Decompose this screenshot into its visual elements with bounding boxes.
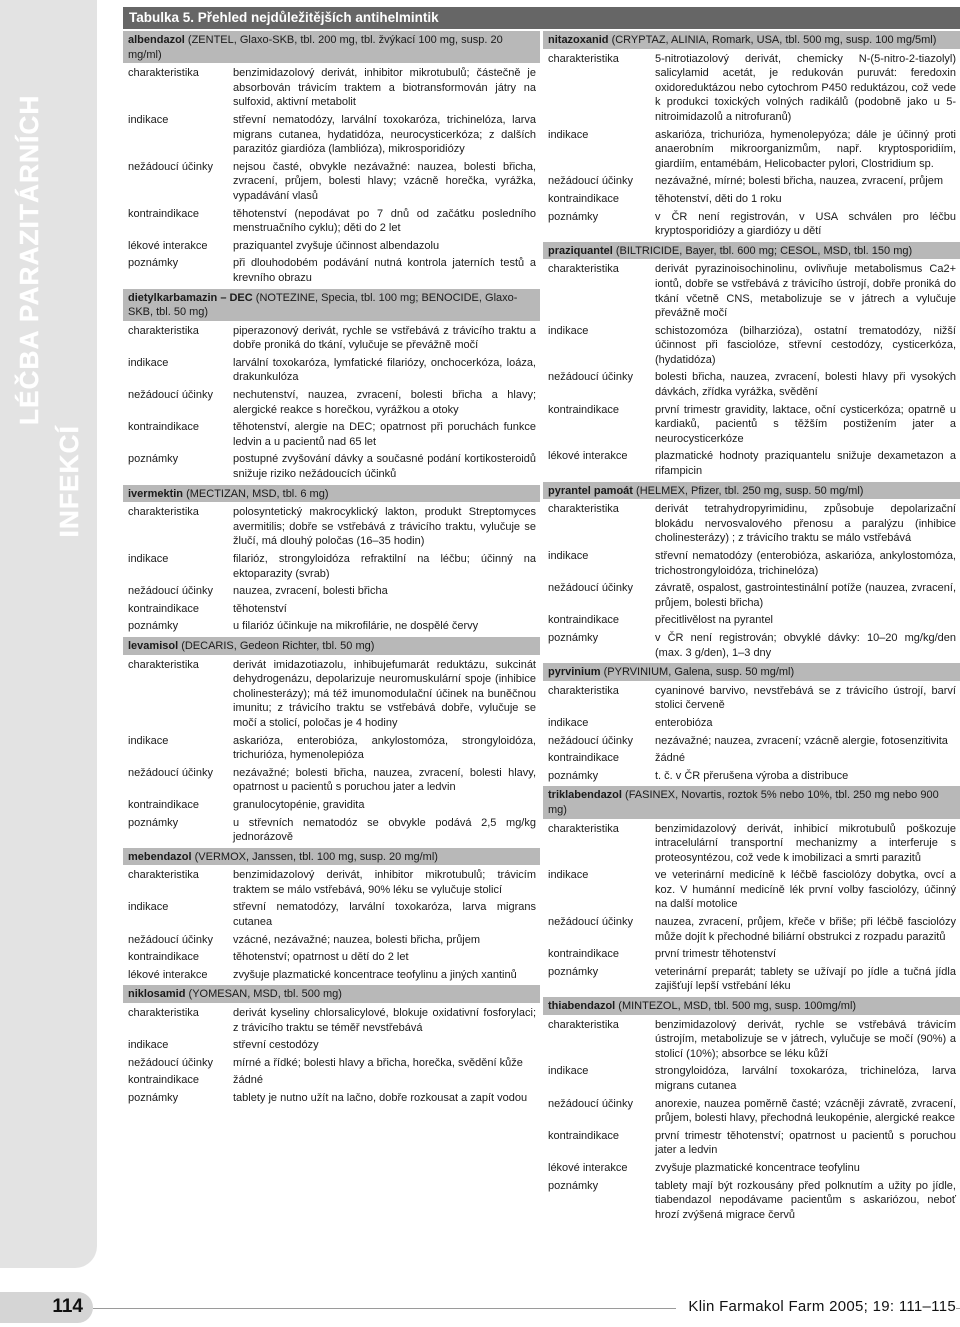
row-label: nežádoucí účinky — [128, 1056, 213, 1069]
section-title — [10, 27, 88, 538]
drug-name: praziquantel — [548, 244, 613, 257]
row-label: indikace — [128, 113, 169, 126]
row-value: u filarióz účinkuje na mikrofilárie, ne dospělé červy — [233, 620, 479, 633]
row-value: těhotenství (nepodávat po 7 dnů od začátku posledního menstruačního cyklu); děti do 2 let — [233, 207, 536, 235]
left-column — [123, 31, 540, 1109]
table-row — [543, 370, 960, 399]
row-label: nežádoucí účinky — [128, 933, 213, 946]
table-row — [123, 933, 540, 948]
row-value: ve veterinární medicíně k léčbě fasciolózy dobytka, ovcí a koz. V humánní medicíně lék první volby fasciolózy, účinný na další motolice — [655, 869, 956, 911]
table-row — [543, 174, 960, 189]
row-label: charakteristika — [128, 869, 199, 882]
drug-header — [123, 31, 540, 63]
row-value: žádné — [233, 1074, 263, 1087]
row-label: poznámky — [548, 769, 599, 782]
row-label: kontraindikace — [548, 403, 619, 416]
row-label: poznámky — [128, 816, 179, 829]
table-row — [123, 552, 540, 581]
row-value: bolesti břicha, nauzea, zvracení, bolesti hlavy při vysokých dávkách, zřídka vyrážka, svědění — [655, 371, 956, 399]
row-label: indikace — [128, 553, 169, 565]
row-value: schistozomóza (bilharzióza), ostatní trematodózy, nižší účinnost při fasciolóze, střevní cestodózy, cysticerkóza, (hydatidóza) — [655, 324, 956, 366]
row-label: kontraindikace — [548, 192, 619, 205]
drug-details: (MECTIZAN, MSD, tbl. 6 mg) — [183, 487, 329, 500]
row-value: mírné a řídké; bolesti hlavy a břicha, horečka, svědění kůže — [233, 1056, 523, 1069]
row-label: nežádoucí účinky — [548, 175, 633, 188]
drug-header — [543, 786, 960, 818]
table-row — [123, 1073, 540, 1088]
table-row — [123, 160, 540, 204]
row-value: piperazonový derivát, rychle se vstřebává z trávicího traktu a dobře proniká do tkání, vylučuje se převážně močí — [233, 324, 536, 352]
row-value: nejsou časté, obvykle nezávažné: nauzea, bolesti břicha, zvracení, průjem, bolesti hlavy; vzácně horečka, vyrážka, vypadávání vlasů — [233, 160, 536, 202]
drug-header — [543, 31, 960, 49]
row-label: indikace — [128, 1039, 169, 1052]
row-value: derivát tetrahydropyrimidinu, způsobuje depolarizační blokádu nervosvalového přenosu a paralýzu (inhibice cholinesterázy) ; z trávicího traktu se málo vstřebává — [655, 503, 956, 545]
drug-name: mebendazol — [128, 850, 192, 863]
drug-header — [543, 482, 960, 500]
row-label: charakteristika — [128, 324, 199, 337]
row-label: kontraindikace — [128, 798, 199, 811]
table-row — [543, 192, 960, 207]
table-row — [543, 769, 960, 784]
row-label: indikace — [548, 716, 589, 729]
row-value: zvyšuje plazmatické koncentrace teofylinu — [655, 1161, 860, 1174]
row-label: kontraindikace — [128, 207, 199, 220]
drug-details: (VERMOX, Janssen, tbl. 100 mg, susp. 20 mg/ml) — [191, 850, 438, 863]
table-row — [543, 1179, 960, 1223]
table-row — [543, 1018, 960, 1062]
row-label: nežádoucí účinky — [128, 585, 213, 598]
table-row — [543, 1129, 960, 1158]
row-label: kontraindikace — [128, 421, 199, 434]
table-row — [543, 751, 960, 766]
row-value: tablety je nutno užít na lačno, dobře rozkousat a zapít vodou — [233, 1092, 528, 1104]
table-row — [123, 584, 540, 599]
row-label: poznámky — [128, 257, 179, 270]
row-label: nežádoucí účinky — [548, 916, 633, 929]
row-label: lékové interakce — [548, 450, 628, 463]
row-label: indikace — [548, 1065, 589, 1078]
row-value: polosyntetický makrocyklický lakton, produkt Streptomyces avermitilis; dobře se vstřebává z trávicího traktu, vylučuje se žlučí, má dlouhý poločas (16–35 hodin) — [233, 506, 536, 548]
table-row — [123, 968, 540, 983]
page-number: 114 — [52, 1296, 83, 1317]
row-label: nežádoucí účinky — [128, 766, 213, 779]
table-row — [543, 684, 960, 713]
drug-details: (YOMESAN, MSD, tbl. 500 mg) — [185, 988, 342, 1001]
row-value: nechutenství, nauzea, zvracení, bolesti břicha a hlavy; alergické reakce s horečkou, vyrážkou a otoky — [233, 389, 536, 416]
drug-details: (MINTEZOL, MSD, tbl. 500 mg, susp. 100mg/ml) — [615, 1000, 857, 1013]
row-label: kontraindikace — [548, 1129, 619, 1142]
row-value: t. č. v ČR přerušena výroba a distribuce — [655, 769, 849, 782]
table-row — [123, 505, 540, 549]
page-number-pill — [0, 1292, 93, 1323]
row-label: charakteristika — [548, 1018, 619, 1031]
row-label: nežádoucí účinky — [548, 582, 633, 595]
row-value: benzimidazolový derivát, inhibitor mikrotubulů; částečně je absorbován trávicím traktem a biotransformován játry na sulfoxid, aktivní metabolit — [233, 67, 536, 109]
drug-details: (DECARIS, Gedeon Richter, tbl. 50 mg) — [178, 639, 375, 652]
row-label: indikace — [548, 550, 589, 562]
row-value: nezávažné; bolesti břicha, nauzea, zvracení, bolesti hlavy, opatrnost u pacientů s poruchou jater a ledvin — [233, 766, 536, 794]
row-value: nauzea, zvracení, bolesti břicha — [233, 585, 388, 598]
row-label: charakteristika — [128, 67, 199, 80]
section-title-line1: LÉČBA PARAZITÁRNÍCH — [14, 94, 44, 425]
table-row — [543, 1064, 960, 1093]
row-label: indikace — [128, 901, 169, 914]
table-row — [543, 502, 960, 546]
table-row — [123, 1056, 540, 1071]
table-row — [543, 52, 960, 125]
drug-name: ivermektin — [128, 487, 184, 500]
row-value: střevní nematodózy, larvální toxokaróza, larva migrans cutanea — [233, 901, 536, 929]
row-value: strongyloidóza, larvální toxokaróza, trichinelóza, larva migrans cutanea — [655, 1065, 956, 1092]
table-row — [543, 915, 960, 944]
row-label: lékové interakce — [128, 968, 208, 981]
row-label: poznámky — [548, 210, 599, 223]
row-label: kontraindikace — [128, 951, 199, 964]
table-row — [543, 549, 960, 578]
row-label: poznámky — [128, 453, 179, 466]
table-row — [543, 324, 960, 368]
drug-header — [123, 485, 540, 503]
drug-name: dietylkarbamazin – DEC — [128, 291, 253, 304]
row-label: indikace — [128, 356, 169, 369]
row-label: poznámky — [548, 965, 599, 978]
row-value: žádné — [655, 752, 685, 765]
row-value: při dlouhodobém podávání nutná kontrola jaterních testů a krevního obrazu — [233, 257, 536, 284]
table-row — [123, 113, 540, 157]
side-tab — [0, 0, 97, 1268]
table-row — [543, 403, 960, 447]
row-value: těhotenství — [233, 602, 287, 615]
row-label: kontraindikace — [548, 614, 619, 627]
row-label: poznámky — [548, 631, 599, 644]
row-label: lékové interakce — [548, 1161, 628, 1174]
row-value: praziquantel zvyšuje účinnost albendazolu — [233, 239, 440, 252]
drug-details: (HELMEX, Pfizer, tbl. 250 mg, susp. 50 mg/ml) — [632, 484, 864, 497]
row-label: indikace — [548, 324, 589, 337]
row-value: larvální toxokaróza, lymfatické filariózy, onchocerkóza, loáza, drakunkulóza — [233, 356, 536, 384]
table-row — [543, 631, 960, 660]
table-row — [543, 965, 960, 994]
table-row — [543, 947, 960, 962]
table-row — [123, 324, 540, 353]
table-row — [123, 602, 540, 617]
row-value: 5-nitrotiazolový derivát, chemicky N-(5-nitro-2-tiazolyl) salicylamid acetát, je redukován puruvát: feredoxin oxidoreduktázou nebo cytochrom P450 reduktázou, což vede k produkci toxických volných radikálů (podobně jako u 5-nitroimidazolů a nitrofuranů) — [655, 52, 956, 123]
row-value: zvyšuje plazmatické koncentrace teofylinu a jiných xantinů — [233, 968, 517, 981]
row-label: charakteristika — [548, 503, 619, 516]
row-label: poznámky — [128, 1092, 179, 1104]
drug-name: albendazol — [128, 34, 185, 46]
table-row — [123, 420, 540, 449]
row-value: u střevních nematodóz se obvykle podává 2,5 mg/kg jednorázově — [233, 816, 536, 844]
row-value: nezávažné; nauzea, zvracení; vzácně alergie, fotosenzitivita — [655, 734, 948, 747]
row-value: tablety mají být rozkousány před polknutím a užity po jídle, tiabendazol nepodávame pacientům s askariózou, neboť hrozí zvýšená migrace červů — [655, 1179, 956, 1221]
row-value: střevní cestodózy — [233, 1039, 319, 1052]
table-row — [123, 868, 540, 897]
drug-name: niklosamid — [128, 988, 186, 1001]
row-value: benzimidazolový derivát, inhibicí mikrotubulů poškozuje intracelulární transportní mechanizmy a interferuje s proteosyntézou, což vede k imobilizaci a smrti parazitů — [655, 822, 956, 864]
row-label: charakteristika — [548, 822, 619, 835]
table-row — [123, 1091, 540, 1106]
row-value: plazmatické hodnoty praziquantelu snižuje dexametazon a rifampicin — [655, 450, 956, 478]
drug-details: (BILTRICIDE, Bayer, tbl. 600 mg; CESOL, MSD, tbl. 150 mg) — [612, 244, 913, 257]
table-row — [123, 388, 540, 417]
table-row — [123, 734, 540, 763]
table-row — [123, 66, 540, 110]
row-label: nežádoucí účinky — [128, 389, 213, 402]
row-label: kontraindikace — [128, 1074, 199, 1087]
row-value: benzimidazolový derivát, rychle se vstřebává trávicím ústrojím, metabolizuje se v játrech, vylučuje se močí (90%) a stolicí (10%); absorbce se léku kůží — [655, 1018, 956, 1060]
drug-header — [543, 997, 960, 1015]
row-label: nežádoucí účinky — [548, 371, 633, 384]
right-column — [543, 31, 960, 1225]
row-value: první trimestr těhotenství; opatrnost u pacientů s poruchou jater a ledvin — [655, 1129, 956, 1157]
table-row — [123, 356, 540, 385]
drug-details: (FASINEX, Novartis, roztok 5% nebo 10%, tbl. 250 mg nebo 900 mg) — [548, 789, 939, 816]
drug-header — [543, 242, 960, 260]
row-value: v ČR není registrován, v USA schválen pro léčbu kryptosporidiózy a giardiózy u dětí — [655, 210, 956, 238]
drug-name: levamisol — [128, 639, 179, 652]
drug-header — [543, 663, 960, 681]
row-value: derivát imidazotiazolu, inhibujefumarát reduktázu, sukcinát dehydrogenázu, depolarizuje neuromuskulární spoje (inhibice cholinesterázy); má též imunomodulační účinek na buněčnou imunitu; z trávicího traktu se vstřebává dobře, vylučuje se močí a stolicí, poločas je 4 hodiny — [233, 658, 536, 729]
row-label: charakteristika — [128, 1007, 199, 1020]
row-label: poznámky — [548, 1179, 599, 1192]
row-label: indikace — [128, 734, 169, 747]
table-row — [123, 766, 540, 795]
drug-name: pyrantel pamoát — [548, 484, 633, 497]
drug-details: (ZENTEL, Glaxo-SKB, tbl. 200 mg, tbl. žvýkací 100 mg, susp. 20 mg/ml) — [128, 34, 503, 61]
row-value: první trimestr gravidity, laktace, oční cysticerkóza; opatrně u kardiaků, pacientů s těžším postižením jater a neurocysticerkóze — [655, 403, 956, 445]
row-value: cyaninové barvivo, nevstřebává se z trávicího ústrojí, barví stolici červeně — [655, 684, 956, 712]
table-row — [123, 900, 540, 929]
row-value: askarióza, enterobióza, ankylostomóza, strongyloidóza, trichurióza, hymenolepióza — [233, 734, 536, 762]
table-row — [543, 716, 960, 731]
row-value: těhotenství, děti do 1 roku — [655, 192, 782, 205]
row-label: nežádoucí účinky — [128, 160, 213, 173]
row-value: střevní nematodózy (enterobióza, askarióza, ankylostomóza, trichostrongyloidóza, trichinelóza) — [655, 550, 956, 577]
table-row — [543, 613, 960, 628]
table-row — [123, 816, 540, 845]
row-value: benzimidazolový derivát, inhibitor mikrotubulů; trávicím traktem se málo vstřebává, 90% léku se vylučuje stolicí — [233, 869, 536, 896]
row-value: filarióz, strongyloidóza refraktilní na léčbu; účinný na ektoparazity (svrab) — [233, 553, 536, 580]
row-value: anorexie, nauzea poměrně časté; vzácněji závratě, zvracení, průjem, bolesti hlavy, přechodná leukopénie, alergické reakce — [655, 1097, 956, 1125]
row-value: enterobióza — [655, 716, 713, 729]
table-row — [123, 798, 540, 813]
drug-details: (NOTEZINE, Specia, tbl. 100 mg; BENOCIDE, Glaxo-SKB, tbl. 50 mg) — [128, 291, 518, 319]
table-row — [123, 239, 540, 254]
row-label: lékové interakce — [128, 239, 208, 252]
row-label: kontraindikace — [128, 602, 199, 615]
row-label: poznámky — [128, 620, 179, 633]
table-row — [543, 868, 960, 912]
table-row — [123, 1006, 540, 1035]
drug-header — [123, 985, 540, 1003]
row-value: těhotenství; opatrnost u dětí do 2 let — [233, 951, 409, 964]
table-row — [543, 1097, 960, 1126]
row-value: veterinární preparát; tablety se užívají po jídle a tučná jídla zajišťují lepší vstřebání léku — [655, 965, 956, 993]
row-value: přecitlivělost na pyrantel — [655, 614, 774, 627]
row-label: charakteristika — [128, 506, 199, 519]
row-label: kontraindikace — [548, 948, 619, 961]
row-value: derivát kyseliny chlorsalicylové, blokuje oxidativní fosforylaci; z trávicího traktu se téměř nevstřebává — [233, 1007, 536, 1034]
row-value: první trimestr těhotenství — [655, 948, 777, 961]
table-row — [543, 128, 960, 172]
drug-header — [123, 289, 540, 321]
drug-header — [123, 848, 540, 866]
table-row — [123, 256, 540, 285]
journal-citation: Klin Farmakol Farm 2005; 19: 111–115 — [676, 1298, 956, 1315]
drug-name: nitazoxanid — [548, 34, 609, 46]
table-row — [123, 950, 540, 965]
row-label: charakteristika — [128, 658, 199, 671]
row-value: v ČR není registrován; obvyklé dávky: 10–20 mg/kg/den (max. 3 g/den), 1–3 dny — [655, 631, 956, 659]
row-label: charakteristika — [548, 263, 619, 276]
row-value: těhotenství, alergie na DEC; opatrnost při poruchách funkce ledvin a u pacientů nad 65 let — [233, 421, 536, 448]
table-row — [543, 449, 960, 478]
table-row — [123, 619, 540, 634]
section-title-line2: INFEKCÍ — [54, 425, 84, 538]
table-row — [543, 1161, 960, 1176]
table-row — [123, 1038, 540, 1053]
row-value: derivát pyrazinoisochinolinu, ovlivňuje metabolismus Ca2+ iontů, dobře se vstřebává z trávicího ústrojí, dobře proniká do tkání včetně CNS, metabolizuje se v játrech a vylučuje převážně močí — [655, 263, 956, 320]
row-label: nežádoucí účinky — [548, 1097, 633, 1110]
drug-details: (CRYPTAZ, ALINIA, Romark, USA, tbl. 500 mg, susp. 100 mg/5ml) — [608, 34, 937, 46]
row-label: kontraindikace — [548, 752, 619, 765]
drug-name: triklabendazol — [548, 789, 622, 802]
row-value: střevní nematodózy, larvální toxokaróza, trichinelóza, larva migrans cutanea, hydatidóza, neurocysticerkóza; z dalších parazitóz giardióza (lamblióza), mikrosporidiózy — [233, 113, 536, 156]
table-row — [123, 207, 540, 236]
row-value: nezávažné, mírné; bolesti břicha, nauzea, zvracení, průjem — [655, 175, 943, 188]
row-value: nauzea, zvracení, průjem, křeče v břiše; při léčbě fasciolózy může dojít k přechodné biliární obstrukci z rozpadu parazitů — [655, 916, 956, 943]
drug-details: (PYRVINIUM, Galena, susp. 50 mg/ml) — [600, 666, 795, 679]
drug-name: pyrvinium — [548, 666, 601, 679]
row-label: charakteristika — [548, 52, 619, 65]
table-row — [123, 452, 540, 481]
table-row — [543, 210, 960, 239]
drug-header — [123, 637, 540, 655]
table-row — [123, 658, 540, 731]
row-value: závratě, ospalost, gastrointestinální potíže (nauzea, zvracení, průjem, bolesti břicha) — [655, 582, 956, 609]
row-label: indikace — [548, 869, 589, 882]
row-label: nežádoucí účinky — [548, 734, 633, 747]
table-row — [543, 581, 960, 610]
row-label: indikace — [548, 128, 589, 141]
row-value: vzácné, nezávažné; nauzea, bolesti břicha, průjem — [233, 933, 481, 946]
table-row — [543, 734, 960, 749]
row-value: postupné zvyšování dávky a současné podání kortikosteroidů snižuje riziko nežádoucích účinků — [233, 453, 536, 481]
row-value: granulocytopénie, gravidita — [233, 798, 365, 811]
table-row — [543, 262, 960, 320]
row-label: charakteristika — [548, 684, 619, 697]
table-row — [543, 822, 960, 866]
drug-name: thiabendazol — [548, 1000, 616, 1013]
row-value: askarióza, trichurióza, hymenolepyóza; dále je účinný proti anaerobním mikroorganizmům, např. kryptosporidiím, giardiím, entamébám, Helicobacter pylori, Clostridium sp. — [655, 128, 956, 170]
table-title: Tabulka 5. Přehled nejdůležitějších antihelmintik — [123, 7, 960, 29]
